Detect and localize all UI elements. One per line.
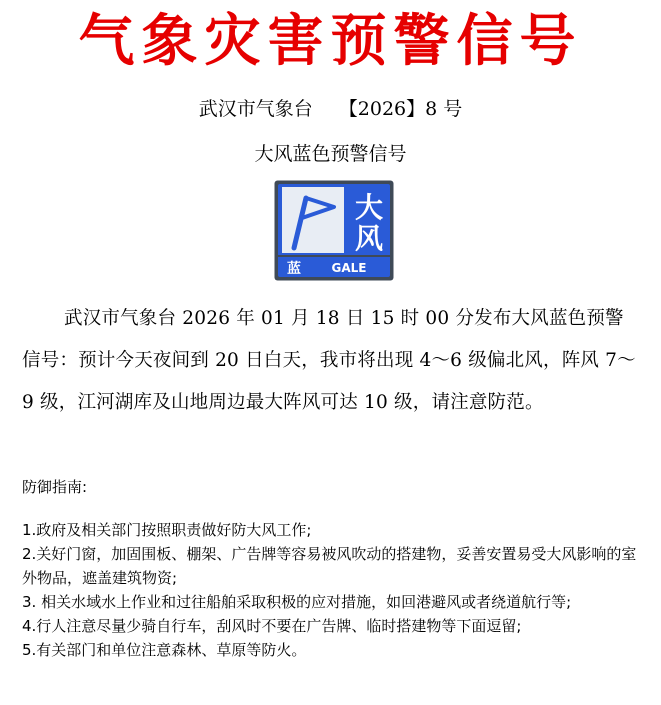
issuer-line — [0, 95, 661, 123]
icon-english-label: GALE — [331, 261, 367, 275]
guide-item: 3. 相关水域水上作业和过往船舶采取积极的应对措施，如回港避风或者绕道航行等; — [22, 593, 572, 611]
icon-char-feng: 风 — [354, 222, 384, 255]
icon-pole-panel — [282, 187, 344, 253]
guide-item: 5.有关部门和单位注意森林、草原等防火。 — [22, 641, 307, 659]
gale-icon-graphic — [274, 180, 394, 281]
icon-char-da: 大 — [354, 191, 384, 224]
guide-list — [22, 518, 647, 662]
document-number: 【2026】8 号 — [338, 98, 463, 120]
page-title: 气象灾害预警信号 — [78, 8, 583, 74]
gale-blue-warning-icon — [274, 180, 394, 281]
guide-title: 防御指南: — [22, 478, 88, 496]
guide-item: 4.行人注意尽量少骑自行车，刮风时不要在广告牌、临时搭建物等下面逗留; — [22, 617, 522, 635]
guide-item: 1.政府及相关部门按照职责做好防大风工作; — [22, 521, 312, 539]
icon-divider — [278, 255, 390, 257]
warning-body-text: 武汉市气象台 2026 年 01 月 18 日 15 时 00 分发布大风蓝色预警信号：预计今天夜间到 20 日白天，我市将出现 4～6 级偏北风，阵风 7～9 级，江河湖库及山地周边最大阵风可达 10 级，请注意防范。 — [22, 308, 636, 413]
issuer-org: 武汉市气象台 — [198, 98, 313, 120]
signal-name: 大风蓝色预警信号 — [254, 143, 407, 165]
guide-item: 2.关好门窗，加固围板、棚架、广告牌等容易被风吹动的搭建物，妥善安置易受大风影响的室外物品，遮盖建筑物资; — [22, 545, 637, 587]
icon-color-char: 蓝 — [287, 261, 301, 277]
